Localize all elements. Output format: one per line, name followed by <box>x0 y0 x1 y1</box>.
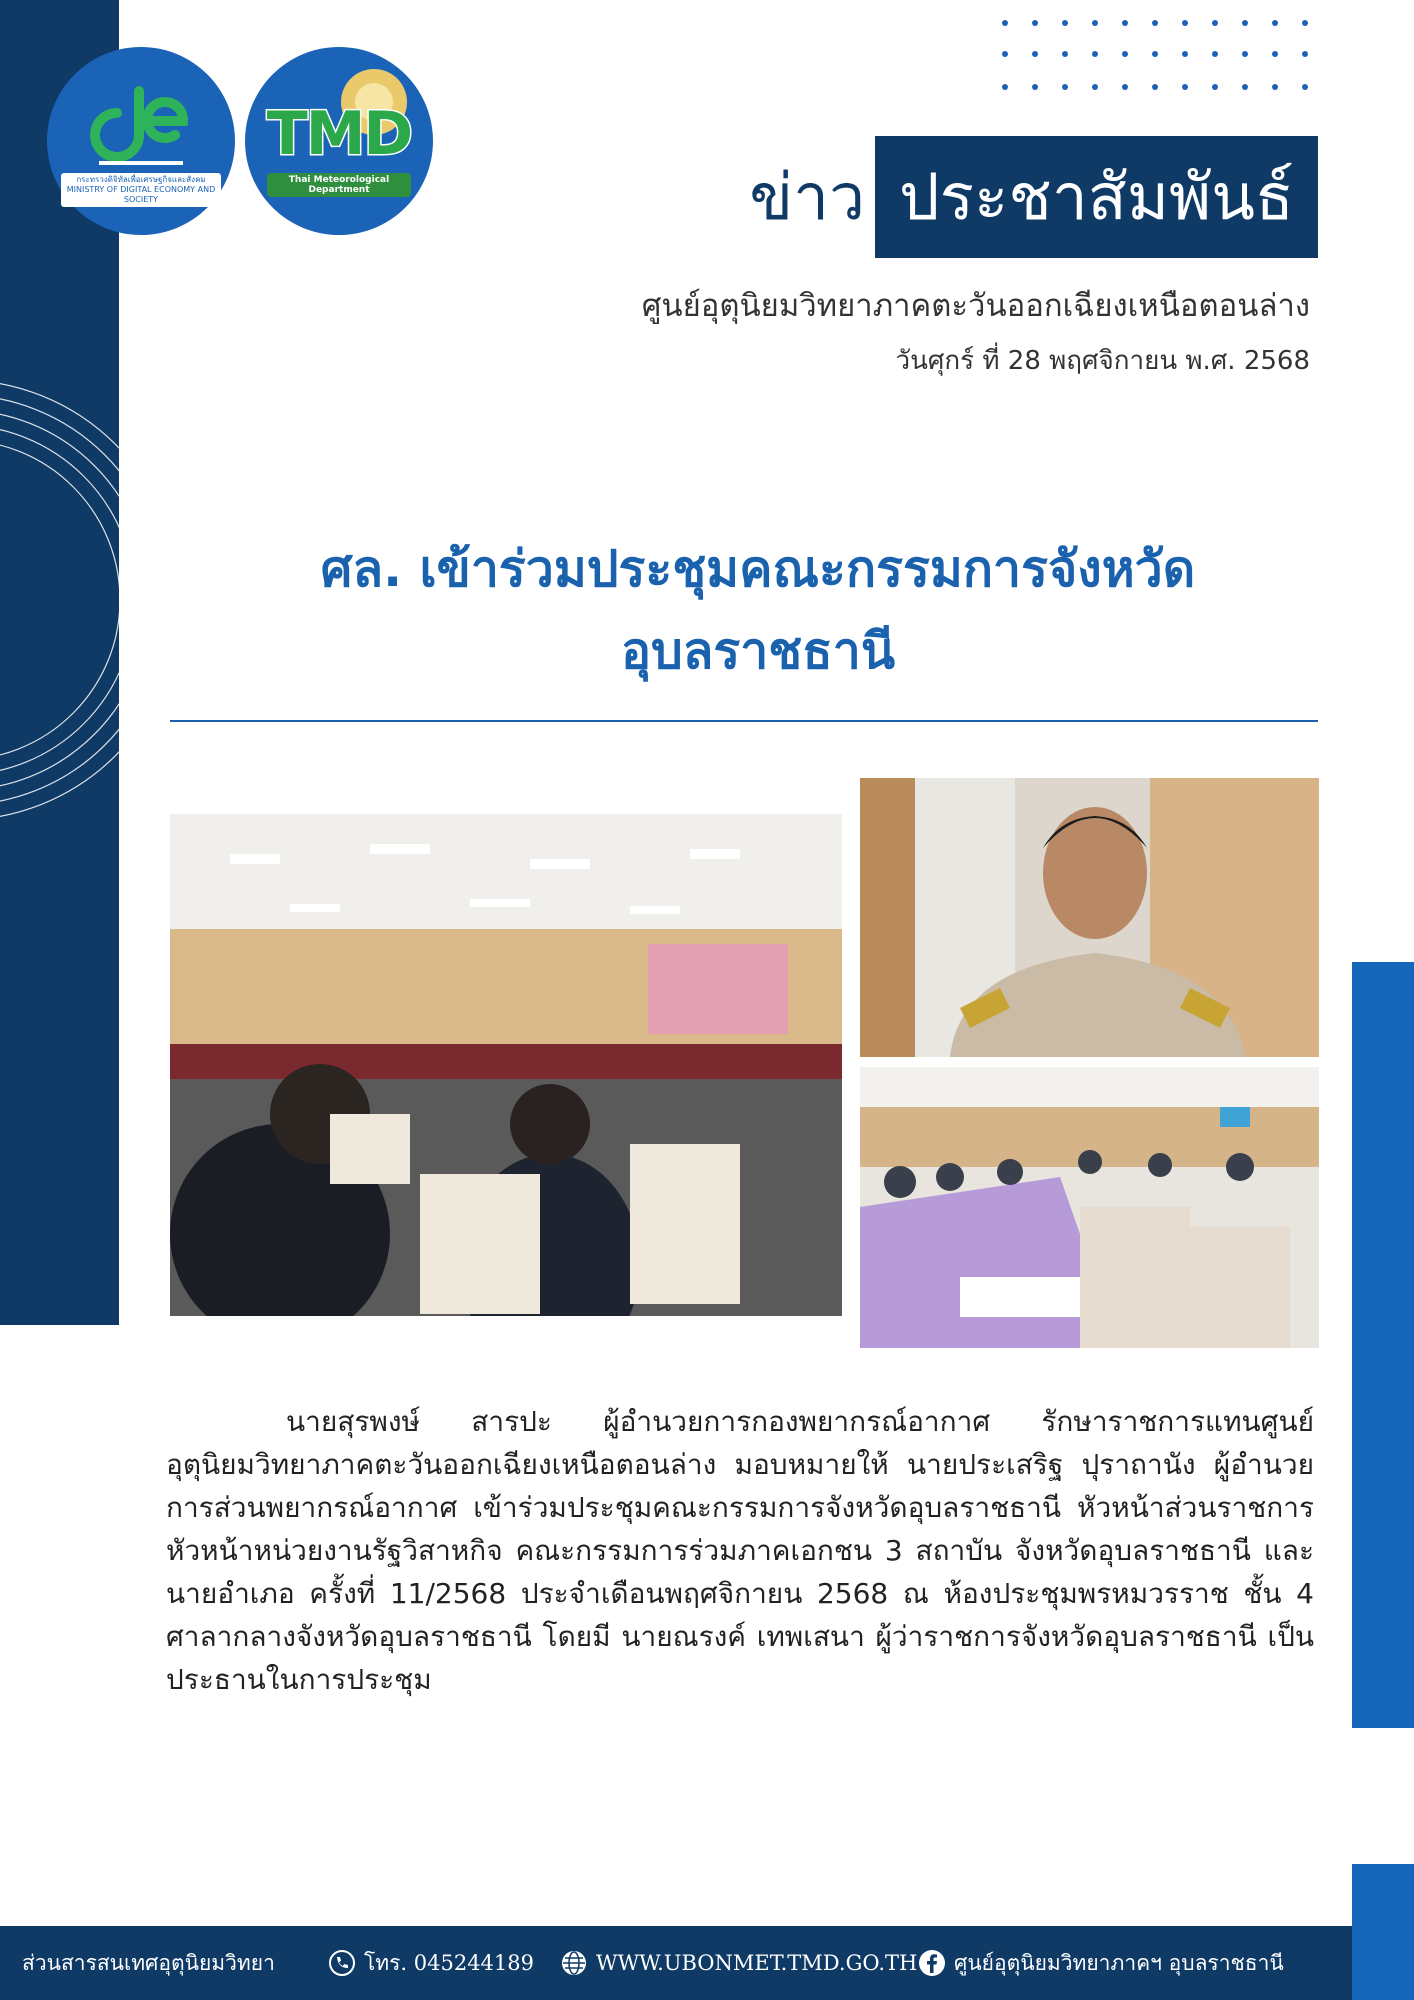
news-headline <box>170 528 1346 692</box>
dot-grid-decoration <box>1000 18 1320 98</box>
page-title <box>749 136 1318 258</box>
tmd-logo <box>245 47 433 235</box>
footer-bar <box>0 1926 1352 2000</box>
footer-phone[interactable] <box>328 1926 534 2000</box>
footer-facebook[interactable] <box>918 1926 1284 2000</box>
footer-website[interactable] <box>560 1926 917 2000</box>
de-logo-caption: กระทรวงดิจิทัลเพื่อเศรษฐกิจและสังคม MINISTRY OF DIGITAL ECONOMY AND SOCIETY <box>61 173 221 207</box>
footer-section-label: ส่วนสารสนเทศอุตุนิยมวิทยา <box>22 1950 275 1975</box>
de-ministry-logo <box>47 47 235 235</box>
title-prefix: ข่าว <box>749 161 865 235</box>
tmd-logo-tagline: Thai Meteorological Department <box>267 173 411 197</box>
footer-phone-label: โทร. 045244189 <box>364 1950 534 1975</box>
portrait-photo <box>860 778 1319 1057</box>
footer-website-label: WWW.UBONMET.TMD.GO.TH <box>596 1951 918 1975</box>
tmd-logo-word: TMD <box>266 99 412 169</box>
de-logo-mark <box>87 83 195 173</box>
facebook-icon <box>918 1949 946 1977</box>
title-highlight: ประชาสัมพันธ์ <box>875 136 1318 258</box>
globe-icon <box>560 1949 588 1977</box>
conference-tables-photo <box>860 1067 1319 1348</box>
meeting-room-photo <box>170 814 842 1316</box>
footer-facebook-label: ศูนย์อุตุนิยมวิทยาภาคฯ อุบลราชธานี <box>954 1950 1284 1975</box>
headline-line-2: อุบลราชธานี <box>620 622 896 680</box>
publish-date: วันศุกร์ ที่ 28 พฤศจิกายน พ.ศ. 2568 <box>895 346 1310 376</box>
decorative-arcs <box>0 330 130 870</box>
headline-line-1: ศล. เข้าร่วมประชุมคณะกรรมการจังหวัด <box>320 540 1196 598</box>
right-accent-bar <box>1352 962 1414 1728</box>
footer-section <box>22 1926 275 2000</box>
headline-divider <box>170 720 1318 722</box>
phone-icon <box>328 1949 356 1977</box>
right-accent-bar-bottom <box>1352 1864 1414 2000</box>
organization-name: ศูนย์อุตุนิยมวิทยาภาคตะวันออกเฉียงเหนือตอนล่าง <box>641 288 1310 324</box>
news-body-paragraph: นายสุรพงษ์ สารปะ ผู้อำนวยการกองพยากรณ์อากาศ รักษาราชการแทนศูนย์อุตุนิยมวิทยาภาคตะวันออกเฉียงเหนือตอนล่าง มอบหมายให้ นายประเสริฐ ปุราถานัง ผู้อำนวยการส่วนพยากรณ์อากาศ เข้าร่วมประชุมคณะกรรมการจังหวัดอุบลราชธานี หัวหน้าส่วนราชการ หัวหน้าหน่วยงานรัฐวิสาหกิจ คณะกรรมการร่วมภาคเอกชน 3 สถาบัน จังหวัดอุบลราชธานี และนายอำเภอ ครั้งที่ 11/2568 ประจำเดือนพฤศจิกายน 2568 ณ ห้องประชุมพรหมวรราช ชั้น 4 ศาลากลางจังหวัดอุบลราชธานี โดยมี นายณรงค์ เทพเสนา ผู้ว่าราชการจังหวัดอุบลราชธานี เป็นประธานในการประชุม <box>166 1405 1314 1696</box>
